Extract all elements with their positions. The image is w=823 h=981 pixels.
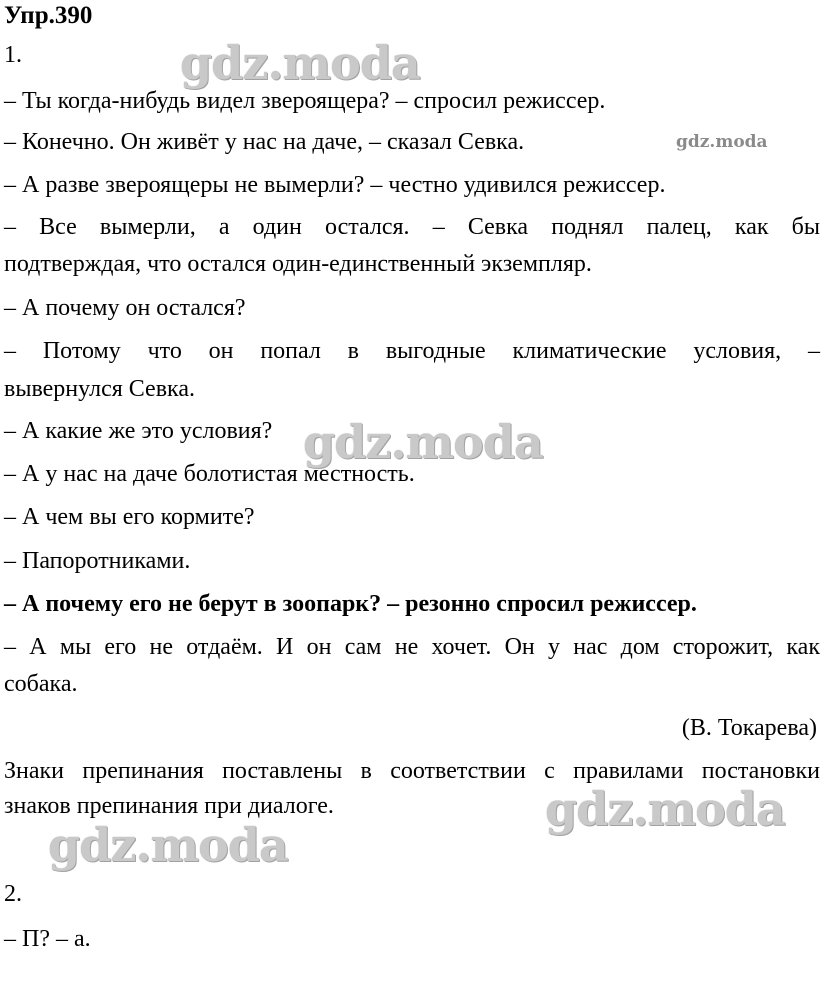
dialogue-line: – Папоротниками. [4, 548, 191, 574]
conclusion-line: знаков препинания при диалоге. [4, 793, 334, 819]
dialogue-line: вывернулся Севка. [4, 376, 195, 402]
dialogue-line: – Все вымерли, а один остался. – Севка поднял палец, как бы [4, 214, 820, 240]
author-attribution: (В. Токарева) [681, 715, 817, 741]
dialogue-line: подтверждая, что остался один-единственный экземпляр. [4, 251, 592, 277]
watermark: gdz.moda [303, 415, 543, 469]
dialogue-line: – Потому что он попал в выгодные климатические условия, – [4, 338, 820, 364]
dialogue-line: – А у нас на даче болотистая местность. [4, 461, 415, 487]
dialogue-line: – Конечно. Он живёт у нас на даче, – сказал Севка. [4, 129, 525, 155]
dialogue-line: – Ты когда-нибудь видел звероящера? – спросил режиссер. [4, 88, 606, 114]
watermark: gdz.moda [48, 818, 288, 872]
punctuation-scheme: – П? – а. [4, 926, 91, 952]
watermark: gdz.moda [545, 782, 785, 836]
dialogue-line: – А разве звероящеры не вымерли? – честно удивился режиссер. [4, 172, 666, 198]
dialogue-line: – А какие же это условия? [4, 418, 273, 444]
dialogue-line: – А мы его не отдаём. И он сам не хочет. Он у нас дом сторожит, как [4, 634, 820, 660]
watermark: gdz.moda [676, 132, 768, 152]
exercise-title: Упр.390 [4, 2, 93, 29]
dialogue-line: – А почему он остался? [4, 295, 246, 321]
dialogue-line: собака. [4, 671, 78, 697]
conclusion-line: Знаки препинания поставлены в соответствии с правилами постановки [4, 758, 820, 784]
dialogue-line-bold: – А почему его не берут в зоопарк? – резонно спросил режиссер. [4, 591, 697, 617]
part2-number: 2. [4, 881, 22, 907]
dialogue-line: – А чем вы его кормите? [4, 504, 255, 530]
watermark: gdz.moda [180, 36, 420, 90]
part1-number: 1. [4, 42, 22, 68]
